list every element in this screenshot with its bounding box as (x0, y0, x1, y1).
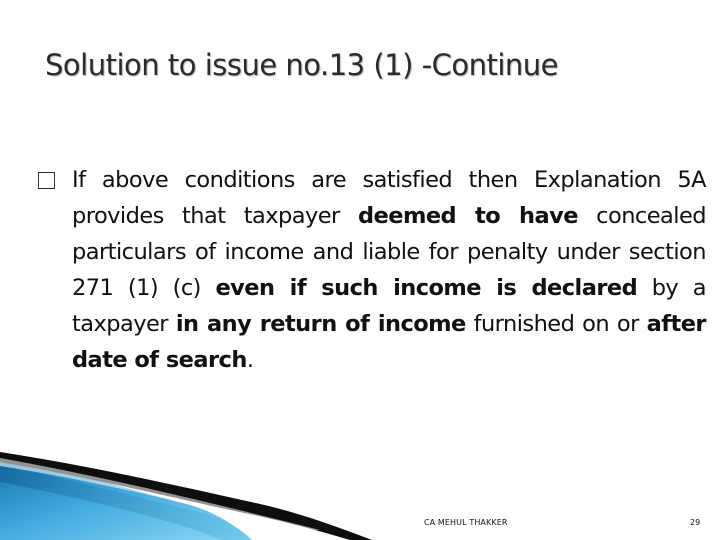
bullet-text-emphasis: in any return of income (175, 311, 466, 337)
slide-title: Solution to issue no.13 (1) -Continue (45, 48, 559, 82)
bullet-text-run: concealed particulars of income and liable for penalty under section 271 (1) (c) (72, 203, 706, 301)
bullet-text-run: . (246, 347, 254, 373)
bullet-text-run: furnished on or (465, 311, 647, 337)
footer-author: CA MEHUL THAKKER (424, 518, 508, 527)
bullet-item (38, 162, 706, 378)
bullet-box-icon (38, 172, 55, 189)
page-number: 29 (690, 518, 701, 527)
bullet-text-emphasis: deemed to have (357, 203, 578, 229)
bullet-text (72, 162, 706, 378)
bullet-text-emphasis: after date of search (72, 311, 706, 373)
bullet-text-run: by a taxpayer (72, 275, 706, 337)
bullet-text-emphasis: even if such income is declared (215, 275, 638, 301)
bullet-text-run: If above conditions are satisfied then Explanation 5A provides that taxpayer (72, 167, 706, 229)
